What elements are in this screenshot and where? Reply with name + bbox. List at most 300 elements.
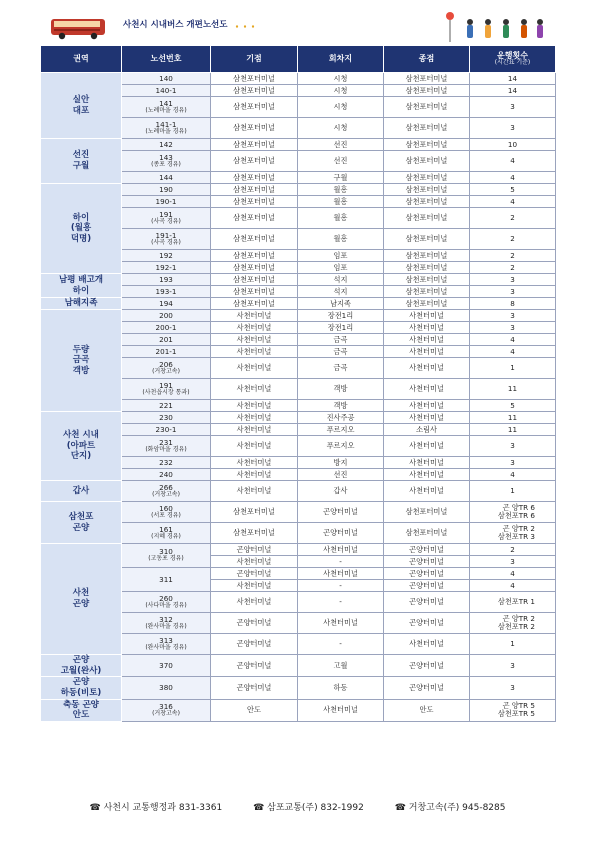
- terminus-cell: 삼천포터미널: [384, 274, 470, 286]
- terminus-cell: 사천터미널: [384, 310, 470, 322]
- via-cell: 사천터미널: [298, 544, 384, 556]
- via-cell: 임포: [298, 250, 384, 262]
- route-number-cell: [122, 424, 211, 436]
- route-number: 141-1: [155, 119, 177, 129]
- count-cell: [470, 334, 556, 346]
- text-line: 두량: [72, 344, 90, 355]
- count-cell: [470, 592, 556, 613]
- terminus-cell: 사천터미널: [384, 457, 470, 469]
- route-number: 201-1: [155, 346, 177, 356]
- count-cell: [470, 73, 556, 85]
- terminus-cell: 곤양터미널: [384, 613, 470, 634]
- table-row: [41, 310, 556, 322]
- origin-cell: 삼천포터미널: [211, 502, 298, 523]
- table-row: [41, 412, 556, 424]
- terminus-cell: 곤양터미널: [384, 677, 470, 699]
- text-line: 3: [510, 556, 515, 566]
- text-line: 4: [510, 346, 515, 356]
- region-cell: [41, 73, 122, 139]
- region-cell: [41, 139, 122, 184]
- via-cell: 객방: [298, 379, 384, 400]
- origin-cell: 삼천포터미널: [211, 274, 298, 286]
- via-cell: 곤양터미널: [298, 523, 384, 544]
- via-cell: -: [298, 556, 384, 568]
- via-cell: 금곡: [298, 358, 384, 379]
- origin-cell: 사천터미널: [211, 580, 298, 592]
- table-row: [41, 73, 556, 85]
- route-number: 312: [159, 614, 173, 624]
- route-number: 230: [159, 412, 173, 422]
- terminus-cell: 삼천포터미널: [384, 298, 470, 310]
- terminus-cell: 삼천포터미널: [384, 73, 470, 85]
- via-cell: 선진: [298, 151, 384, 172]
- route-number-cell: [122, 139, 211, 151]
- route-number-cell: [122, 379, 211, 400]
- route-note: (사곡 경유): [151, 217, 181, 225]
- via-cell: 푸르지오: [298, 424, 384, 436]
- route-number-cell: [122, 412, 211, 424]
- count-cell: [470, 568, 556, 580]
- count-cell: [470, 379, 556, 400]
- origin-cell: 삼천포터미널: [211, 262, 298, 274]
- text-line: 안도: [72, 710, 90, 721]
- count-cell: [470, 502, 556, 523]
- via-cell: -: [298, 592, 384, 613]
- region-cell: [41, 184, 122, 274]
- terminus-cell: 안도: [384, 699, 470, 721]
- count-cell: [470, 436, 556, 457]
- text-line: 3: [510, 286, 515, 296]
- region-cell: [41, 481, 122, 502]
- route-note: (거창고속): [152, 367, 180, 375]
- count-cell: [470, 412, 556, 424]
- route-note: (완사마을 경유): [145, 622, 187, 630]
- text-line: 4: [510, 172, 515, 182]
- route-number-cell: [122, 274, 211, 286]
- route-number-cell: [122, 85, 211, 97]
- text-line: 구월: [72, 161, 90, 171]
- terminus-cell: 삼천포터미널: [384, 208, 470, 229]
- region-header: 권역: [41, 46, 122, 73]
- count-cell: [470, 97, 556, 118]
- people-illustration: [430, 10, 550, 46]
- count-cell: [470, 208, 556, 229]
- count-cell: [470, 634, 556, 655]
- route-number-cell: [122, 613, 211, 634]
- route-table: [40, 45, 556, 722]
- text-line: 곤양: [72, 522, 90, 533]
- text-line: 삼천포TR 1: [497, 597, 535, 607]
- route-number: 221: [159, 400, 173, 410]
- text-line: 14: [507, 73, 518, 83]
- origin-cell: 사천터미널: [211, 334, 298, 346]
- terminus-cell: 사천터미널: [384, 334, 470, 346]
- route-number-cell: [122, 118, 211, 139]
- text-line: 5: [510, 184, 515, 194]
- terminus-cell: 삼천포터미널: [384, 85, 470, 97]
- terminus-cell: 삼천포터미널: [384, 151, 470, 172]
- text-line: 삼천포TR 2: [497, 622, 535, 631]
- text-line: 하이: [72, 285, 90, 296]
- route-number-cell: [122, 400, 211, 412]
- route-number: 240: [159, 469, 173, 479]
- via-cell: 석지: [298, 274, 384, 286]
- origin-cell: 사천터미널: [211, 457, 298, 469]
- origin-cell: 사천터미널: [211, 400, 298, 412]
- via-cell: 시청: [298, 85, 384, 97]
- terminus-cell: 곤양터미널: [384, 544, 470, 556]
- count-cell: [470, 544, 556, 556]
- region-cell: [41, 655, 122, 677]
- route-number-cell: [122, 436, 211, 457]
- origin-cell: 삼천포터미널: [211, 208, 298, 229]
- origin-cell: 삼천포터미널: [211, 196, 298, 208]
- count-cell: [470, 118, 556, 139]
- route-number-cell: [122, 250, 211, 262]
- route-number: 144: [159, 172, 173, 182]
- terminus-cell: 삼천포터미널: [384, 286, 470, 298]
- route-number: 192: [159, 250, 173, 260]
- origin-cell: 삼천포터미널: [211, 85, 298, 97]
- origin-cell: 사천터미널: [211, 481, 298, 502]
- route-number-cell: [122, 568, 211, 592]
- via-cell: 석지: [298, 286, 384, 298]
- route-number-cell: [122, 310, 211, 322]
- route-number-cell: [122, 457, 211, 469]
- text-line: 2: [510, 250, 515, 260]
- route-number: 230-1: [155, 424, 177, 434]
- text-line: 3: [510, 102, 515, 112]
- route-note: (지혜 경유): [151, 532, 181, 540]
- terminus-cell: 삼천포터미널: [384, 196, 470, 208]
- route-number-cell: [122, 699, 211, 721]
- origin-cell: 삼천포터미널: [211, 73, 298, 85]
- route-number-cell: [122, 298, 211, 310]
- table-row: [41, 677, 556, 699]
- via-cell: 남지족: [298, 298, 384, 310]
- route-number-cell: [122, 634, 211, 655]
- text-line: 덕명): [70, 233, 92, 244]
- route-number: 260: [159, 593, 173, 603]
- route-note: (완사마을 경유): [145, 643, 187, 651]
- count-cell: [470, 286, 556, 298]
- via-cell: 푸르지오: [298, 436, 384, 457]
- text-line: 3: [510, 123, 515, 133]
- route-number: 191-1: [155, 230, 177, 240]
- origin-cell: 곤양터미널: [211, 568, 298, 580]
- origin-cell: 삼천포터미널: [211, 118, 298, 139]
- terminus-cell: 삼천포터미널: [384, 139, 470, 151]
- contact-geochang-express: ☎ 거창고속(주) 945-8285: [394, 803, 506, 813]
- text-line: 사천 시내: [63, 430, 99, 441]
- route-number: 231: [159, 437, 173, 447]
- origin-cell: 곤양터미널: [211, 677, 298, 699]
- text-line: 남평 배고개: [58, 274, 103, 285]
- via-cell: 월흥: [298, 196, 384, 208]
- via-cell: 시청: [298, 97, 384, 118]
- route-number: 370: [159, 660, 173, 670]
- text-line: 3: [510, 322, 515, 332]
- count-cell: [470, 196, 556, 208]
- route-number-cell: [122, 334, 211, 346]
- route-number: 200-1: [155, 322, 177, 332]
- origin-cell: 사천터미널: [211, 424, 298, 436]
- route-number: 266: [159, 482, 173, 492]
- via-cell: 월흥: [298, 184, 384, 196]
- origin-cell: 사천터미널: [211, 469, 298, 481]
- terminus-cell: 곤양터미널: [384, 592, 470, 613]
- terminus-cell: 곤양터미널: [384, 655, 470, 677]
- text-line: 14: [507, 85, 518, 95]
- count-cell: [470, 139, 556, 151]
- route-number: 161: [159, 524, 173, 534]
- text-line: 고월(완사): [60, 665, 102, 676]
- via-cell: 사천터미널: [298, 613, 384, 634]
- route-number-cell: [122, 655, 211, 677]
- region-cell: [41, 298, 122, 310]
- route-number-cell: [122, 481, 211, 502]
- origin-cell: 삼천포터미널: [211, 298, 298, 310]
- table-body: [41, 73, 556, 722]
- region-cell: [41, 677, 122, 699]
- route-number-cell: [122, 677, 211, 699]
- count-cell: [470, 310, 556, 322]
- text-line: 곤 양TR 5: [502, 701, 535, 711]
- page-header: [0, 0, 595, 46]
- text-line: 실안: [72, 94, 90, 105]
- route-number: 313: [159, 635, 173, 645]
- text-line: 4: [510, 196, 515, 206]
- via-cell: 장전1리: [298, 322, 384, 334]
- route-number-cell: [122, 208, 211, 229]
- via-cell: 장전1리: [298, 310, 384, 322]
- origin-cell: 곤양터미널: [211, 613, 298, 634]
- text-line: 사천: [72, 588, 90, 599]
- terminus-cell: 사천터미널: [384, 469, 470, 481]
- text-line: 삼천포TR 6: [497, 511, 535, 520]
- text-line: 1: [510, 639, 515, 649]
- count-cell: [470, 523, 556, 544]
- text-line: 11: [507, 424, 518, 434]
- text-line: 2: [510, 234, 515, 244]
- terminus-cell: 사천터미널: [384, 436, 470, 457]
- route-number: 380: [159, 682, 173, 692]
- text-line: 2: [510, 544, 515, 554]
- via-cell: 진사주공: [298, 412, 384, 424]
- text-line: 5: [510, 400, 515, 410]
- count-cell: [470, 274, 556, 286]
- count-cell: [470, 400, 556, 412]
- count-cell: [470, 346, 556, 358]
- route-number: 143: [159, 152, 173, 162]
- route-number-cell: [122, 196, 211, 208]
- count-cell: [470, 358, 556, 379]
- count-cell: [470, 481, 556, 502]
- route-note: (사곡 경유): [151, 238, 181, 246]
- text-line: 3: [510, 682, 515, 692]
- text-line: 4: [510, 469, 515, 479]
- origin-cell: 사천터미널: [211, 436, 298, 457]
- route-number: 191: [159, 380, 173, 390]
- text-line: 4: [510, 334, 515, 344]
- route-note: (사천읍시장 통과): [142, 388, 190, 396]
- route-number-cell: [122, 502, 211, 523]
- origin-cell: 사천터미널: [211, 358, 298, 379]
- text-line: 3: [510, 660, 515, 670]
- route-number: 201: [159, 334, 173, 344]
- via-cell: 선진: [298, 469, 384, 481]
- count-cell: [470, 699, 556, 721]
- origin-cell: 삼천포터미널: [211, 523, 298, 544]
- route-number-cell: [122, 544, 211, 568]
- count-cell: [470, 677, 556, 699]
- route-number-cell: [122, 184, 211, 196]
- terminus-cell: 사천터미널: [384, 634, 470, 655]
- origin-cell: 곤양터미널: [211, 544, 298, 556]
- table-row: [41, 699, 556, 721]
- text-line: 곤양: [72, 599, 90, 609]
- route-number: 160: [159, 503, 173, 513]
- route-number: 311: [159, 574, 173, 584]
- text-line: 4: [510, 580, 515, 590]
- text-line: 곤 양TR 6: [502, 503, 535, 513]
- terminus-cell: 사천터미널: [384, 346, 470, 358]
- via-cell: -: [298, 634, 384, 655]
- route-number-cell: [122, 172, 211, 184]
- text-line: 11: [507, 412, 518, 422]
- text-line: 2: [510, 262, 515, 272]
- text-line: 3: [510, 310, 515, 320]
- table-row: [41, 544, 556, 556]
- terminus-cell: 곤양터미널: [384, 568, 470, 580]
- terminus-cell: 사천터미널: [384, 400, 470, 412]
- route-number: 140: [159, 73, 173, 83]
- text-line: 곤양: [72, 655, 90, 665]
- text-line: 8: [510, 298, 515, 308]
- via-cell: 사천터미널: [298, 568, 384, 580]
- via-header: 회차지: [298, 46, 384, 73]
- route-number-cell: [122, 97, 211, 118]
- route-note: (거창고속): [152, 490, 180, 498]
- text-line: (월흥: [70, 223, 92, 234]
- via-cell: 갑사: [298, 481, 384, 502]
- route-number: 191: [159, 209, 173, 219]
- route-number-cell: [122, 262, 211, 274]
- terminus-cell: 사천터미널: [384, 322, 470, 334]
- origin-cell: 사천터미널: [211, 310, 298, 322]
- via-cell: 월흥: [298, 229, 384, 250]
- count-cell: [470, 469, 556, 481]
- origin-cell: 사천터미널: [211, 412, 298, 424]
- text-line: 4: [510, 568, 515, 578]
- count-cell: [470, 184, 556, 196]
- count-cell: [470, 229, 556, 250]
- via-cell: 구월: [298, 172, 384, 184]
- terminus-cell: 삼천포터미널: [384, 523, 470, 544]
- route-number: 141: [159, 98, 173, 108]
- origin-cell: 삼천포터미널: [211, 151, 298, 172]
- text-line: 1: [510, 363, 515, 373]
- count-header-label: 운행횟수: [497, 50, 528, 60]
- route-number-cell: [122, 322, 211, 334]
- count-cell: [470, 424, 556, 436]
- origin-cell: 사천터미널: [211, 592, 298, 613]
- terminus-cell: 삼천포터미널: [384, 184, 470, 196]
- text-line: 남해지족: [64, 298, 98, 309]
- table-row: [41, 184, 556, 196]
- table-header-row: [41, 46, 556, 73]
- route-number: 190: [159, 184, 173, 194]
- terminus-cell: 소림사: [384, 424, 470, 436]
- count-header-note: (시간표 기준): [494, 59, 531, 67]
- contact-sampo-transport: ☎ 삼포교통(주) 832-1992: [253, 803, 364, 813]
- count-cell: [470, 580, 556, 592]
- route-note: (노례마을 경유): [145, 106, 187, 114]
- table-row: [41, 274, 556, 286]
- via-cell: 시청: [298, 118, 384, 139]
- text-line: 단지): [70, 451, 92, 462]
- via-cell: 금곡: [298, 334, 384, 346]
- terminus-cell: 삼천포터미널: [384, 262, 470, 274]
- origin-cell: 삼천포터미널: [211, 286, 298, 298]
- region-cell: [41, 310, 122, 412]
- via-cell: 금곡: [298, 346, 384, 358]
- count-header: [470, 46, 556, 73]
- text-line: 11: [507, 384, 518, 394]
- terminus-cell: 사천터미널: [384, 379, 470, 400]
- text-line: (아파트: [66, 440, 96, 451]
- terminus-cell: 곤양터미널: [384, 580, 470, 592]
- route-number: 206: [159, 359, 173, 369]
- route-number: 140-1: [155, 85, 177, 95]
- route-number-cell: [122, 151, 211, 172]
- origin-cell: 곤양터미널: [211, 655, 298, 677]
- route-number: 200: [159, 310, 173, 320]
- text-line: 1: [510, 486, 515, 496]
- route-number-cell: [122, 358, 211, 379]
- terminus-cell: 사천터미널: [384, 412, 470, 424]
- text-line: 곤 양TR 2: [502, 614, 535, 624]
- via-cell: 사천터미널: [298, 699, 384, 721]
- text-line: 곤 양TR 2: [502, 524, 535, 534]
- route-number: 310: [159, 547, 173, 557]
- origin-cell: 사천터미널: [211, 322, 298, 334]
- route-number-cell: [122, 229, 211, 250]
- text-line: 갑사: [72, 485, 90, 496]
- count-cell: [470, 613, 556, 634]
- text-line: 삼천포TR 3: [497, 532, 535, 541]
- via-cell: 방지: [298, 457, 384, 469]
- count-cell: [470, 457, 556, 469]
- contact-sacheon-city: ☎ 사천시 교통행정과 831-3361: [89, 803, 223, 813]
- via-cell: 곤양터미널: [298, 502, 384, 523]
- text-line: 4: [510, 156, 515, 166]
- route-number: 142: [159, 139, 173, 149]
- text-line: 하이: [72, 212, 90, 223]
- via-cell: 하동: [298, 677, 384, 699]
- terminus-cell: 삼천포터미널: [384, 502, 470, 523]
- count-cell: [470, 172, 556, 184]
- route-number-cell: [122, 469, 211, 481]
- text-line: 삼천포TR 5: [497, 709, 535, 719]
- route-note: (고동포 경유): [148, 555, 184, 563]
- origin-cell: 삼천포터미널: [211, 97, 298, 118]
- via-cell: 선진: [298, 139, 384, 151]
- decorative-dots: [233, 25, 257, 28]
- origin-cell: 사천터미널: [211, 556, 298, 568]
- text-line: 선진: [72, 150, 90, 161]
- table-row: [41, 139, 556, 151]
